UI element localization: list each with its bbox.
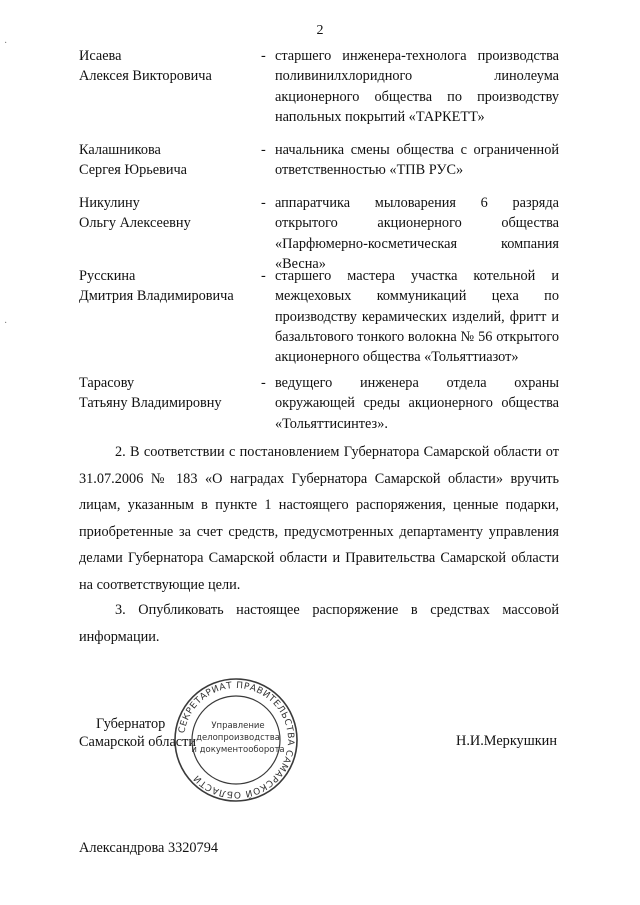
official-stamp	[172, 676, 300, 804]
dash: -	[261, 195, 266, 211]
person-name	[79, 373, 259, 414]
given-names: Татьяну Владимировну	[79, 395, 222, 412]
person-name	[79, 140, 259, 181]
position-description: старшего инженера-технолога производства поливинилхлоридного линолеума акционерного общества по производству напольных покрытий «ТАРКЕТТ»	[275, 48, 559, 125]
dash: -	[261, 142, 266, 158]
surname: Русскина	[79, 268, 136, 284]
stamp-inner-line: и документооборота	[191, 745, 285, 755]
surname: Калашникова	[79, 142, 161, 158]
given-names: Дмитрия Владимировича	[79, 288, 234, 305]
stamp-outer-text: СЕКРЕТАРИАТ ПРАВИТЕЛЬСТВА САМАРСКОЙ ОБЛАСТИ	[177, 680, 296, 800]
paragraph-3: 3. Опубликовать настоящее распоряжение в средствах массовой информации.	[79, 602, 559, 645]
paragraph-2: 2. В соответствии с постановлением Губернатора Самарской области от 31.07.2006 № 183 «О наградах Губернатора Самарской области» вручить лицам, указанным в пункте 1 настоящего распоряжения, ценные подарки, приобретенные за счет средств, предусмотренных департаменту управления делами Губернатора Самарской области и Правительства Самарской области на соответствующие цели.	[79, 444, 559, 593]
signer-name: Н.И.Меркушкин	[456, 733, 557, 749]
person-name	[79, 193, 259, 234]
page-number: 2	[316, 23, 324, 38]
person-name	[79, 46, 259, 87]
dash: -	[261, 48, 266, 64]
position-description: ведущего инженера отдела охраны окружающей среды акционерного общества «Тольяттисинтез».	[275, 375, 559, 432]
given-names: Алексея Викторовича	[79, 68, 212, 85]
surname: Никулину	[79, 195, 140, 211]
given-names: Сергея Юрьевича	[79, 162, 188, 179]
given-names: Ольгу Алексеевну	[79, 215, 191, 232]
margin-mark: ·	[4, 38, 8, 49]
surname: Исаева	[79, 48, 122, 64]
signature-title-line1: Губернатор	[96, 716, 166, 732]
position-description: начальника смены общества с ограниченной ответственностью «ТПВ РУС»	[275, 142, 559, 179]
dash: -	[261, 375, 266, 391]
contact-line: Александрова 3320794	[79, 840, 219, 856]
person-name	[79, 266, 259, 307]
position-description: старшего мастера участка котельной и межцеховых коммуникаций цеха по производству керамических изделий, фритт и базальтового тонкого волокна № 56 открытого акционерного общества «Тольяттиазот»	[275, 268, 559, 366]
margin-mark: ·	[4, 318, 8, 329]
stamp-inner-line: делопроизводства	[196, 733, 280, 743]
stamp-inner-line: Управление	[211, 721, 265, 731]
dash: -	[261, 268, 266, 284]
signature-title-line2: Самарской области	[79, 734, 197, 750]
position-description: аппаратчика мыловарения 6 разряда открытого акционерного общества «Парфюмерно-косметическая компания «Весна»	[275, 195, 559, 272]
surname: Тарасову	[79, 375, 135, 391]
